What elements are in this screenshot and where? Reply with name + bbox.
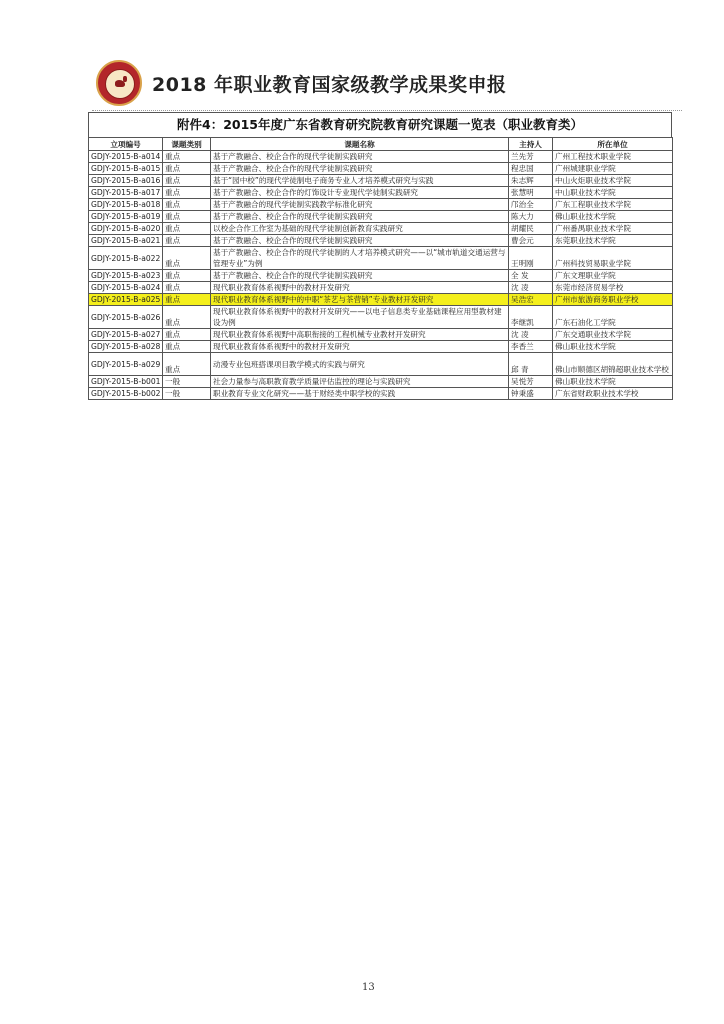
- cell-unit: 广东石油化工学院: [553, 306, 673, 329]
- table-row: [89, 211, 673, 223]
- table-row: [89, 294, 673, 306]
- cell-category: 重点: [163, 175, 211, 187]
- cell-code: GDJY-2015-B-a019: [89, 211, 163, 223]
- cell-category: 重点: [163, 306, 211, 329]
- cell-host: 沈 凌: [509, 329, 553, 341]
- cell-unit: 中山职业技术学院: [553, 187, 673, 199]
- cell-name: 基于产教融合、校企合作的现代学徒制实践研究: [211, 151, 509, 163]
- cell-unit: 广州番禺职业技术学院: [553, 223, 673, 235]
- cell-code: GDJY-2015-B-b001: [89, 376, 163, 388]
- table-row: [89, 329, 673, 341]
- cell-code: GDJY-2015-B-a015: [89, 163, 163, 175]
- cell-host: 程忠国: [509, 163, 553, 175]
- cell-code: GDJY-2015-B-a025: [89, 294, 163, 306]
- table-row: [89, 151, 673, 163]
- cell-category: 重点: [163, 187, 211, 199]
- cell-code: GDJY-2015-B-a028: [89, 341, 163, 353]
- cell-name: 以校企合作工作室为基础的现代学徒制创新教育实践研究: [211, 223, 509, 235]
- cell-host: 李继凯: [509, 306, 553, 329]
- table-row: [89, 376, 673, 388]
- cell-unit: 广州城建职业学院: [553, 163, 673, 175]
- cell-unit: 佛山职业技术学院: [553, 341, 673, 353]
- cell-unit: 广东省财政职业技术学校: [553, 388, 673, 400]
- cell-host: 朱志辉: [509, 175, 553, 187]
- cell-name: 基于产教融合、校企合作的现代学徒制实践研究: [211, 270, 509, 282]
- table-row: [89, 270, 673, 282]
- cell-name: 现代职业教育体系视野中的中职“茶艺与茶营销”专业教材开发研究: [211, 294, 509, 306]
- cell-host: 兰先芳: [509, 151, 553, 163]
- cell-code: GDJY-2015-B-a017: [89, 187, 163, 199]
- cell-category: 重点: [163, 247, 211, 270]
- cell-host: 邱 青: [509, 353, 553, 376]
- table-row: [89, 247, 673, 270]
- cell-category: 重点: [163, 211, 211, 223]
- cell-category: 重点: [163, 235, 211, 247]
- cell-code: GDJY-2015-B-a027: [89, 329, 163, 341]
- cell-unit: 佛山市顺德区胡锦超职业技术学校: [553, 353, 673, 376]
- table-row: [89, 306, 673, 329]
- research-topics-table-section: [88, 112, 672, 400]
- cell-category: 重点: [163, 270, 211, 282]
- cell-host: 全 发: [509, 270, 553, 282]
- table-row: [89, 235, 673, 247]
- cell-category: 重点: [163, 294, 211, 306]
- column-header-code: 立项编号: [89, 138, 163, 151]
- cell-name: 现代职业教育体系视野中的教材开发研究: [211, 341, 509, 353]
- cell-category: 一般: [163, 376, 211, 388]
- table-row: [89, 341, 673, 353]
- cell-category: 重点: [163, 151, 211, 163]
- cell-code: GDJY-2015-B-a029: [89, 353, 163, 376]
- table-row: [89, 353, 673, 376]
- cell-category: 重点: [163, 353, 211, 376]
- column-header-category: 课题类别: [163, 138, 211, 151]
- cell-code: GDJY-2015-B-a021: [89, 235, 163, 247]
- cell-name: 现代职业教育体系视野中的教材开发研究: [211, 282, 509, 294]
- header-divider: [92, 110, 682, 111]
- table-row: [89, 282, 673, 294]
- cell-host: 陈大力: [509, 211, 553, 223]
- cell-unit: 广州市旅游商务职业学校: [553, 294, 673, 306]
- table-row: [89, 223, 673, 235]
- cell-unit: 广州工程技术职业学院: [553, 151, 673, 163]
- cell-name: 基于产教融合、校企合作的现代学徒制实践研究: [211, 211, 509, 223]
- cell-unit: 东莞职业技术学院: [553, 235, 673, 247]
- cell-host: 沈 凌: [509, 282, 553, 294]
- cell-name: 基于产教融合、校企合作的灯饰设计专业现代学徒制实践研究: [211, 187, 509, 199]
- cell-code: GDJY-2015-B-b002: [89, 388, 163, 400]
- cell-code: GDJY-2015-B-a014: [89, 151, 163, 163]
- cell-name: 基于产教融合、校企合作的现代学徒制的人才培养模式研究——以“城市轨道交通运营与管理专业”为例: [211, 247, 509, 270]
- cell-name: 现代职业教育体系视野中高职衔接的工程机械专业教材开发研究: [211, 329, 509, 341]
- cell-host: 吴悦芳: [509, 376, 553, 388]
- cell-host: 胡耀民: [509, 223, 553, 235]
- cell-host: 吴浩宏: [509, 294, 553, 306]
- table-row: [89, 187, 673, 199]
- cell-host: 王明刚: [509, 247, 553, 270]
- cell-code: GDJY-2015-B-a022: [89, 247, 163, 270]
- cell-host: 曹会元: [509, 235, 553, 247]
- cell-host: 李香兰: [509, 341, 553, 353]
- cell-name: 基于“园中校”的现代学徒制电子商务专业人才培养模式研究与实践: [211, 175, 509, 187]
- table-header-row: [89, 138, 673, 151]
- table-row: [89, 163, 673, 175]
- cell-unit: 广州科技贸易职业学院: [553, 247, 673, 270]
- cell-unit: 佛山职业技术学院: [553, 376, 673, 388]
- cell-category: 重点: [163, 341, 211, 353]
- table-row: [89, 388, 673, 400]
- cell-host: 钟秉盛: [509, 388, 553, 400]
- cell-name: 现代职业教育体系视野中的教材开发研究——以电子信息类专业基础课程应用型教材建设为例: [211, 306, 509, 329]
- header-title: 2018 年职业教育国家级教学成果奖申报: [152, 74, 507, 96]
- cell-code: GDJY-2015-B-a018: [89, 199, 163, 211]
- cell-code: GDJY-2015-B-a020: [89, 223, 163, 235]
- cell-name: 基于产教融合、校企合作的现代学徒制实践研究: [211, 235, 509, 247]
- table-row: [89, 199, 673, 211]
- cell-unit: 东莞市经济贸易学校: [553, 282, 673, 294]
- cell-name: 社会力量参与高职教育教学质量评估监控的理论与实践研究: [211, 376, 509, 388]
- cell-category: 重点: [163, 163, 211, 175]
- cell-category: 一般: [163, 388, 211, 400]
- cell-host: 张慧明: [509, 187, 553, 199]
- cell-category: 重点: [163, 223, 211, 235]
- cell-name: 基于产教融合、校企合作的现代学徒制实践研究: [211, 163, 509, 175]
- document-header: [92, 58, 682, 110]
- cell-code: GDJY-2015-B-a026: [89, 306, 163, 329]
- cell-unit: 佛山职业技术学院: [553, 211, 673, 223]
- table-row: [89, 175, 673, 187]
- cell-code: GDJY-2015-B-a024: [89, 282, 163, 294]
- cell-category: 重点: [163, 282, 211, 294]
- cell-name: 基于产教融合的现代学徒制实践教学标准化研究: [211, 199, 509, 211]
- cell-host: 邝治全: [509, 199, 553, 211]
- cell-unit: 广东交通职业技术学院: [553, 329, 673, 341]
- cell-code: GDJY-2015-B-a023: [89, 270, 163, 282]
- cell-category: 重点: [163, 329, 211, 341]
- cell-name: 职业教育专业文化研究——基于财经类中职学校的实践: [211, 388, 509, 400]
- cell-unit: 中山火炬职业技术学院: [553, 175, 673, 187]
- page-number: 13: [362, 982, 375, 993]
- cell-category: 重点: [163, 199, 211, 211]
- table-title: 附件4：2015年度广东省教育研究院教育研究课题一览表（职业教育类）: [88, 112, 672, 137]
- column-header-unit: 所在单位: [553, 138, 673, 151]
- column-header-name: 课题名称: [211, 138, 509, 151]
- research-topics-table: [88, 137, 673, 400]
- cell-unit: 广东文理职业学院: [553, 270, 673, 282]
- cell-code: GDJY-2015-B-a016: [89, 175, 163, 187]
- cell-unit: 广东工程职业技术学院: [553, 199, 673, 211]
- award-logo-icon: [96, 60, 142, 106]
- column-header-host: 主持人: [509, 138, 553, 151]
- cell-name: 动漫专业包班搭课项目教学模式的实践与研究: [211, 353, 509, 376]
